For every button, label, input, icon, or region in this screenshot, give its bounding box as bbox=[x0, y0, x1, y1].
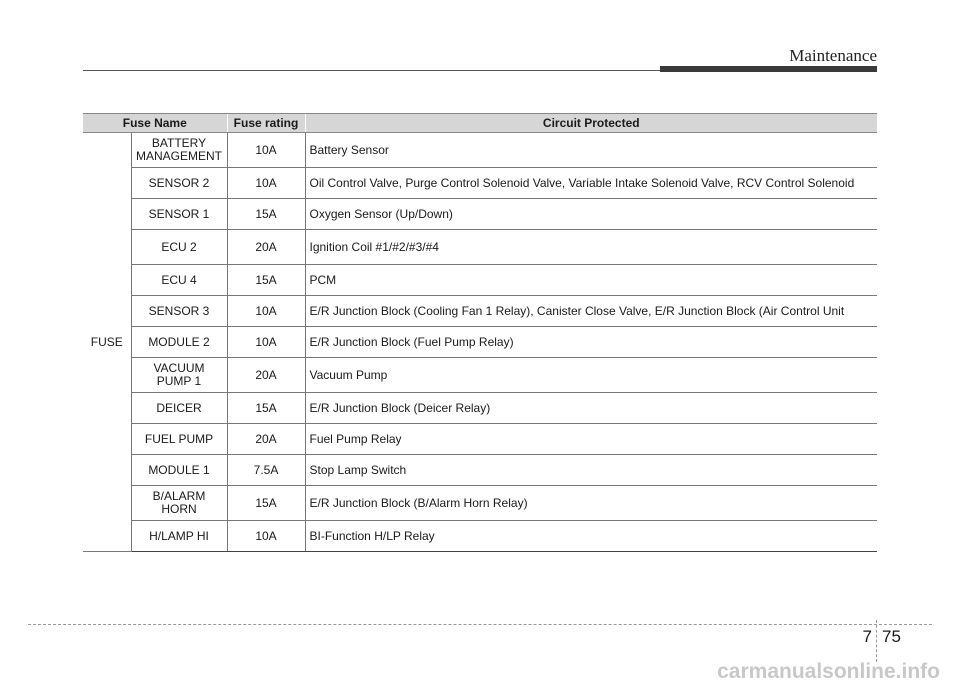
circuit-protected-cell: Battery Sensor bbox=[305, 133, 877, 168]
fuse-rating-cell: 20A bbox=[227, 358, 305, 393]
fuse-name-cell: SENSOR 3 bbox=[131, 296, 227, 327]
fuse-name-cell: B/ALARM HORN bbox=[131, 486, 227, 521]
table-row bbox=[83, 521, 877, 552]
fuse-rating-cell: 7.5A bbox=[227, 455, 305, 486]
fuse-name-cell: DEICER bbox=[131, 393, 227, 424]
circuit-protected-cell: Oil Control Valve, Purge Control Solenoid Valve, Variable Intake Solenoid Valve, RCV Control Solenoid bbox=[305, 168, 877, 199]
fuse-rating-cell: 10A bbox=[227, 521, 305, 552]
fuse-name-cell: SENSOR 2 bbox=[131, 168, 227, 199]
header-rule-thick bbox=[660, 66, 877, 72]
fuse-name-cell: VACUUM PUMP 1 bbox=[131, 358, 227, 393]
table-row bbox=[83, 486, 877, 521]
fuse-rating-cell: 10A bbox=[227, 296, 305, 327]
fuse-rating-cell: 20A bbox=[227, 230, 305, 265]
circuit-protected-cell: Oxygen Sensor (Up/Down) bbox=[305, 199, 877, 230]
circuit-protected-cell: Stop Lamp Switch bbox=[305, 455, 877, 486]
fuse-rating-cell: 15A bbox=[227, 265, 305, 296]
fuse-rating-cell: 10A bbox=[227, 327, 305, 358]
page-number: 75 bbox=[882, 627, 901, 646]
fuse-name-cell: MODULE 1 bbox=[131, 455, 227, 486]
fuse-name-cell: MODULE 2 bbox=[131, 327, 227, 358]
fuse-table bbox=[83, 113, 877, 552]
col-header-fuse-rating: Fuse rating bbox=[227, 114, 305, 133]
fuse-rating-cell: 10A bbox=[227, 168, 305, 199]
circuit-protected-cell: E/R Junction Block (Cooling Fan 1 Relay), Canister Close Valve, E/R Junction Block (Air Control Unit bbox=[305, 296, 877, 327]
fuse-name-cell: ECU 2 bbox=[131, 230, 227, 265]
chapter-number: 7 bbox=[862, 627, 872, 646]
table-row bbox=[83, 358, 877, 393]
fuse-rating-cell: 20A bbox=[227, 424, 305, 455]
table-row bbox=[83, 455, 877, 486]
circuit-protected-cell: BI-Function H/LP Relay bbox=[305, 521, 877, 552]
col-header-circuit-protected: Circuit Protected bbox=[305, 114, 877, 133]
fuse-name-cell: BATTERY MANAGEMENT bbox=[131, 133, 227, 168]
circuit-protected-cell: Vacuum Pump bbox=[305, 358, 877, 393]
table-row bbox=[83, 133, 877, 168]
circuit-protected-cell: Fuel Pump Relay bbox=[305, 424, 877, 455]
table-row bbox=[83, 424, 877, 455]
circuit-protected-cell: Ignition Coil #1/#2/#3/#4 bbox=[305, 230, 877, 265]
table-row bbox=[83, 230, 877, 265]
circuit-protected-cell: E/R Junction Block (Deicer Relay) bbox=[305, 393, 877, 424]
fuse-rating-cell: 15A bbox=[227, 199, 305, 230]
table-body bbox=[83, 133, 877, 552]
fuse-name-cell: SENSOR 1 bbox=[131, 199, 227, 230]
table-row bbox=[83, 199, 877, 230]
circuit-protected-cell: E/R Junction Block (B/Alarm Horn Relay) bbox=[305, 486, 877, 521]
table-row bbox=[83, 296, 877, 327]
fuse-name-cell: FUEL PUMP bbox=[131, 424, 227, 455]
table-row bbox=[83, 168, 877, 199]
table-row bbox=[83, 393, 877, 424]
fuse-rating-cell: 15A bbox=[227, 486, 305, 521]
col-header-fuse-name: Fuse Name bbox=[83, 114, 227, 133]
table-row bbox=[83, 327, 877, 358]
fuse-group-label: FUSE bbox=[83, 133, 131, 552]
header-rule-thin bbox=[83, 70, 660, 71]
fuse-name-cell: ECU 4 bbox=[131, 265, 227, 296]
fuse-rating-cell: 15A bbox=[227, 393, 305, 424]
footer-page-separator bbox=[876, 620, 877, 662]
circuit-protected-cell: E/R Junction Block (Fuel Pump Relay) bbox=[305, 327, 877, 358]
footer-dashed-line bbox=[28, 624, 932, 625]
watermark: carmanualsonline.info bbox=[717, 660, 940, 683]
circuit-protected-cell: PCM bbox=[305, 265, 877, 296]
section-title: Maintenance bbox=[789, 46, 877, 65]
fuse-name-cell: H/LAMP HI bbox=[131, 521, 227, 552]
table-row bbox=[83, 265, 877, 296]
fuse-rating-cell: 10A bbox=[227, 133, 305, 168]
table-header-row bbox=[83, 114, 877, 133]
